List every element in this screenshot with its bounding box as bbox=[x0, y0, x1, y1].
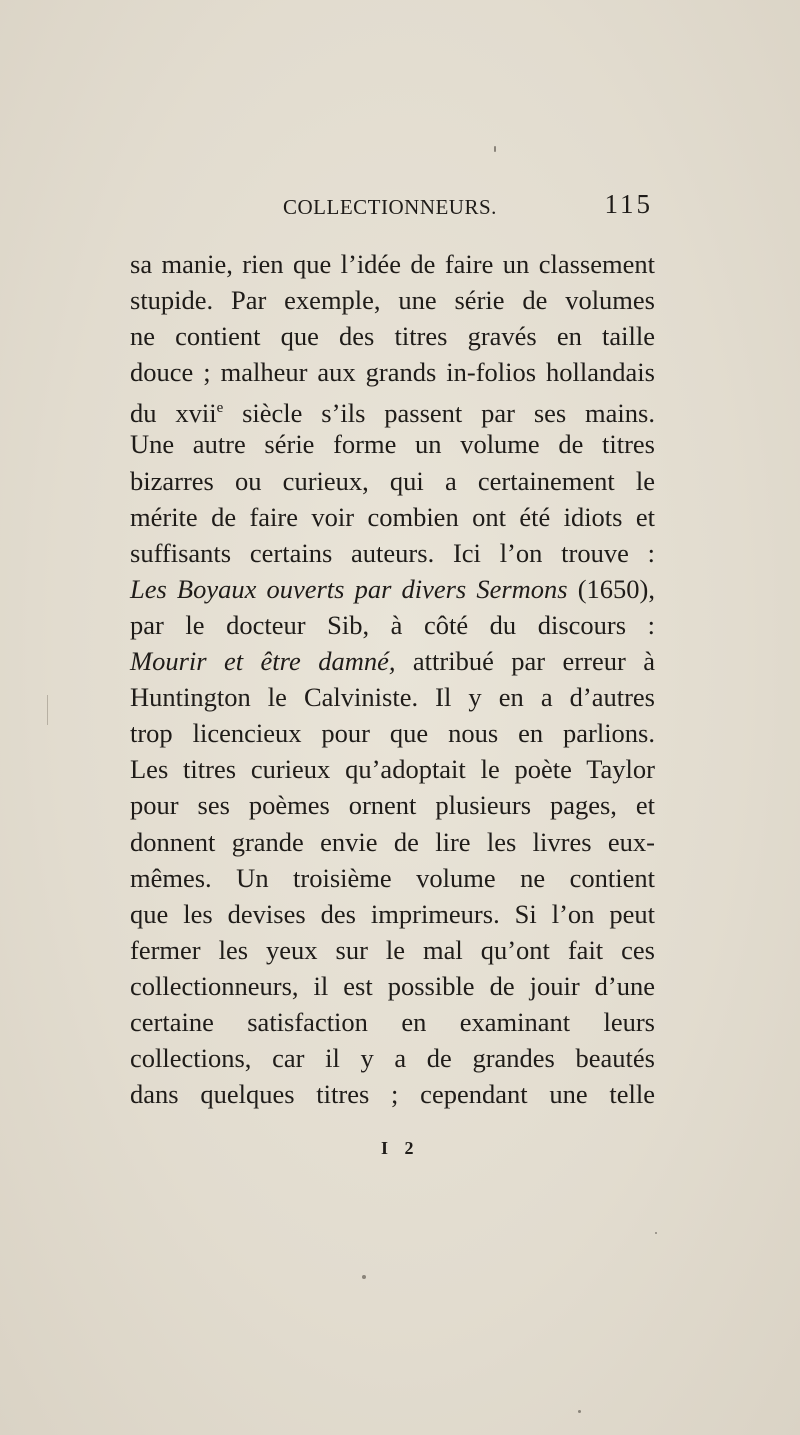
century-numeral: du xvii bbox=[130, 398, 217, 429]
paper-speck bbox=[494, 146, 496, 152]
paper-speck bbox=[362, 1275, 366, 1279]
page-header bbox=[130, 187, 655, 227]
paper-speck bbox=[578, 1410, 581, 1413]
book-title-italic: Les Boyaux ouverts par divers Sermons bbox=[130, 573, 568, 604]
text-fragment: siècle s’ils passent par ses mains. bbox=[223, 398, 655, 429]
text-line: mérite de faire voir combien ont été idiots et bbox=[130, 501, 655, 532]
text-line: Les titres curieux qu’adoptait le poète Taylor bbox=[130, 754, 655, 785]
text-line bbox=[130, 643, 655, 679]
text-line: bizarres ou curieux, qui a certainement le bbox=[130, 465, 655, 496]
text-line: Huntington le Calviniste. Il y en a d’autres bbox=[130, 682, 655, 713]
text-line: Une autre série forme un volume de titres bbox=[130, 429, 655, 460]
text-line: ne contient que des titres gravés en taille bbox=[130, 321, 655, 352]
text-line: collections, car il y a de grandes beautés bbox=[130, 1043, 655, 1074]
text-line: mêmes. Un troisième volume ne contient bbox=[130, 862, 655, 893]
page-number: 115 bbox=[604, 189, 653, 219]
text-line: sa manie, rien que l’idée de faire un classement bbox=[130, 249, 655, 279]
text-line bbox=[130, 571, 655, 607]
paper-speck bbox=[655, 1232, 657, 1234]
text-line: douce ; malheur aux grands in-folios hollandais bbox=[130, 357, 655, 388]
book-title-italic: Mourir et être damné, bbox=[130, 646, 396, 677]
signature-mark: I 2 bbox=[381, 1138, 420, 1158]
text-line: fermer les yeux sur le mal qu’ont fait ces bbox=[130, 934, 655, 965]
text-fragment: attribué par erreur à bbox=[395, 646, 655, 677]
superscript: e bbox=[216, 400, 224, 417]
text-line: dans quelques titres ; cependant une telle bbox=[130, 1079, 655, 1110]
text-line: collectionneurs, il est possible de jouir d’une bbox=[130, 970, 655, 1001]
text-line: donnent grande envie de lire les livres eux- bbox=[130, 826, 655, 857]
text-line: par le docteur Sib, à côté du discours : bbox=[130, 609, 655, 640]
running-title: COLLECTIONNEURS. bbox=[283, 195, 497, 219]
text-line bbox=[130, 390, 655, 429]
text-line: certaine satisfaction en examinant leurs bbox=[130, 1006, 655, 1037]
text-line: suffisants certains auteurs. Ici l’on trouve : bbox=[130, 537, 655, 568]
text-line: trop licencieux pour que nous en parlions. bbox=[130, 718, 655, 749]
body-text bbox=[130, 246, 655, 1112]
text-line: que les devises des imprimeurs. Si l’on peut bbox=[130, 898, 655, 929]
paper-speck bbox=[47, 695, 48, 725]
text-line: stupide. Par exemple, une série de volumes bbox=[130, 285, 655, 316]
text-fragment: (1650), bbox=[567, 573, 655, 604]
text-line: pour ses poèmes ornent plusieurs pages, et bbox=[130, 790, 655, 821]
